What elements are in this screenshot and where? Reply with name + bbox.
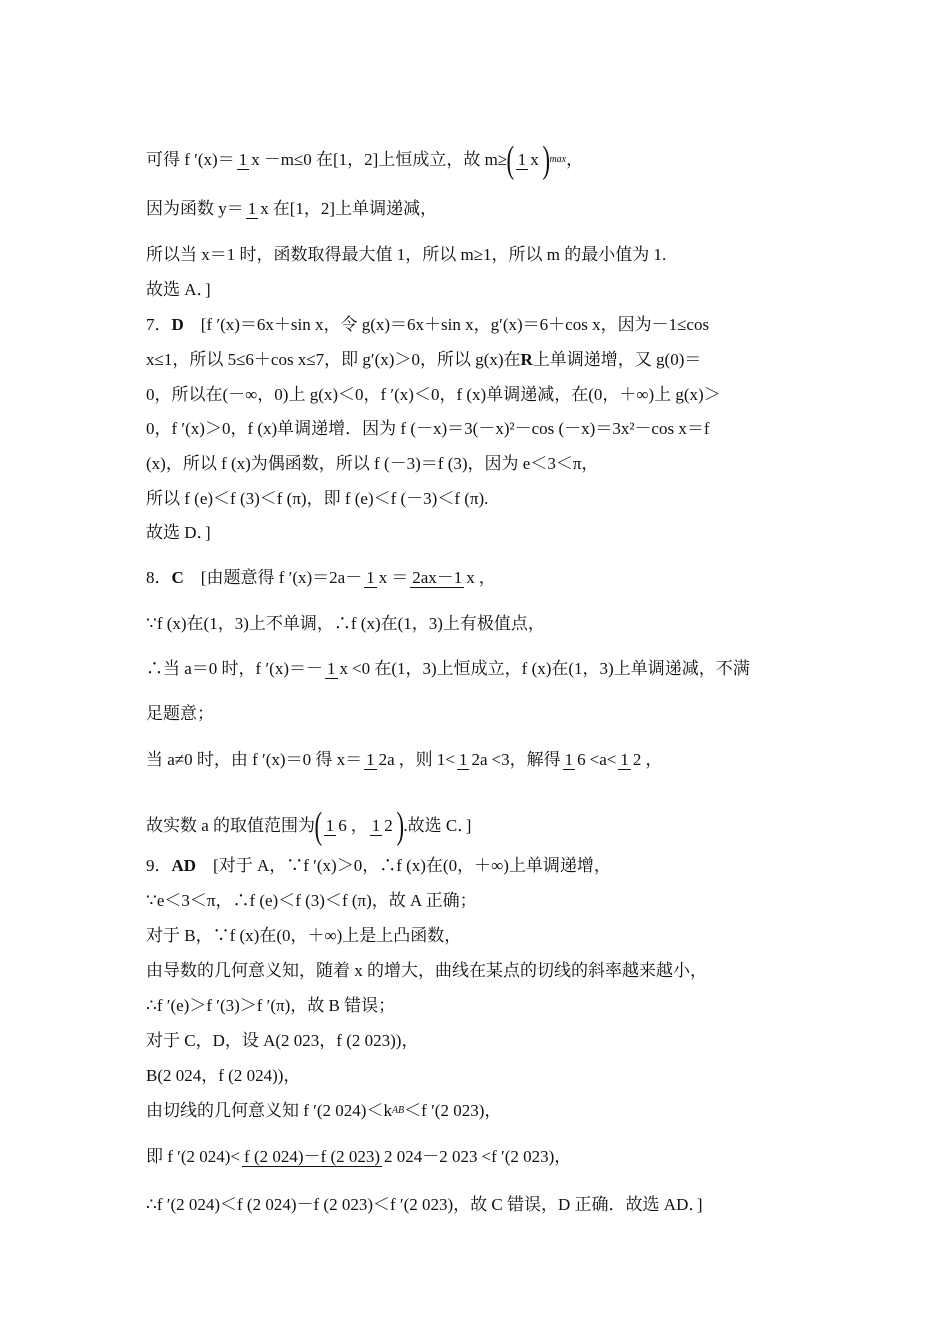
fraction: 1 6 — [564, 749, 586, 769]
solution-line: 足题意； — [146, 704, 214, 723]
answer-choice: D — [171, 315, 184, 334]
solution-line: 0，f ′(x)＞0，f (x)单调递增．因为 f (－x)＝3(－x)²－cos (－x)＝3x²－cos x＝f — [146, 419, 710, 438]
fraction: 1 2 — [371, 815, 393, 835]
fraction: 1 x — [366, 567, 388, 587]
fraction: 1 x — [247, 198, 269, 218]
answer-choice: AD — [171, 856, 197, 875]
fraction: 1 2a — [366, 749, 395, 769]
solution-line: ∴f ′(e)＞f ′(3)＞f ′(π)，故 B 错误； — [146, 996, 396, 1015]
solution-line: ∵f (x)在(1，3)上不单调，∴f (x)在(1，3)上有极值点， — [146, 614, 545, 633]
fraction: 2ax－1 x — [412, 567, 475, 587]
solution-line: 所以 f (e)＜f (3)＜f (π)，即 f (e)＜f (－3)＜f (π). — [146, 489, 489, 508]
solution-line: 所以当 x＝1 时，函数取得最大值 1，所以 m≥1，所以 m 的最小值为 1. — [146, 245, 667, 264]
fraction: 1 x — [517, 149, 539, 169]
fraction: 1 2 — [620, 749, 642, 769]
fraction: 1 x — [327, 658, 348, 678]
solution-line: 故实数 a 的取值范围为 ( 1 6 ， 1 2 ) .故选 C．] — [146, 805, 472, 847]
solution-line: 对于 C，D，设 A(2 023，f (2 023))， — [146, 1031, 419, 1050]
solution-line: B(2 024，f (2 024))， — [146, 1066, 301, 1085]
solution-line: ∵e＜3＜π，∴f (e)＜f (3)＜f (π)，故 A 正确； — [146, 891, 477, 910]
solution-line: 由导数的几何意义知，随着 x 的增大，曲线在某点的切线的斜率越来越小， — [146, 961, 707, 980]
answer-choice: C — [171, 568, 184, 587]
solution-line: 当 a≠0 时，由 f ′(x)＝0 得 x＝ 1 2a ，则 1< 1 2a <3，解得 1 6 <a< 1 2 ， — [146, 749, 663, 769]
solution-line: 故选 D．] — [146, 523, 211, 542]
fraction: 1 x — [238, 149, 260, 169]
solution-line: 对于 B，∵f (x)在(0，＋∞)上是上凸函数， — [146, 926, 462, 945]
question-8-answer: 8． C [由题意得 f ′(x)＝2a－ 1 x ＝ 2ax－1 x ， — [146, 567, 496, 587]
fraction: 1 6 — [325, 815, 347, 835]
solution-line: ∴f ′(2 024)＜f (2 024)－f (2 023)＜f ′(2 023)，故 C 错误，D 正确．故选 AD．] — [146, 1195, 703, 1214]
fraction: 1 2a — [458, 749, 488, 769]
question-9-answer: 9． AD [对于 A，∵f ′(x)＞0，∴f (x)在(0，＋∞)上单调递增， — [146, 856, 611, 875]
solution-line: ∴当 a＝0 时，f ′(x)＝－ 1 x <0 在(1，3)上恒成立，f (x)在(1，3)上单调递减，不满 — [146, 658, 750, 678]
solution-line: x≤1，所以 5≤6＋cos x≤7，即 g′(x)＞0，所以 g(x)在 R 上单调递增，又 g(0)＝ — [146, 350, 702, 369]
solution-line: 可得 f ′(x)＝ 1 x －m≤0 在[1，2]上恒成立，故 m≥ ( 1 x ) max ， — [146, 139, 584, 181]
solution-line: 因为函数 y＝ 1 x 在[1，2]上单调递减， — [146, 198, 438, 218]
fraction: f (2 024)－f (2 023) 2 024－2 023 — [244, 1146, 478, 1166]
question-7-answer: 7． D [f ′(x)＝6x＋sin x，令 g(x)＝6x＋sin x，g′(x)＝6＋cos x，因为－1≤cos — [146, 315, 710, 334]
solution-line: (x)，所以 f (x)为偶函数，所以 f (－3)＝f (3)，因为 e＜3＜π， — [146, 454, 599, 473]
solution-line: 由切线的几何意义知 f ′(2 024)＜k AB ＜f ′(2 023)， — [146, 1101, 502, 1120]
solution-line: 即 f ′(2 024)< f (2 024)－f (2 023) 2 024－2 023 <f ′(2 023)， — [146, 1146, 572, 1166]
solution-line: 0，所以在(－∞，0)上 g(x)＜0，f ′(x)＜0，f (x)单调递减，在(0，＋∞)上 g(x)＞ — [146, 385, 721, 404]
solution-line: 故选 A．] — [146, 280, 211, 299]
